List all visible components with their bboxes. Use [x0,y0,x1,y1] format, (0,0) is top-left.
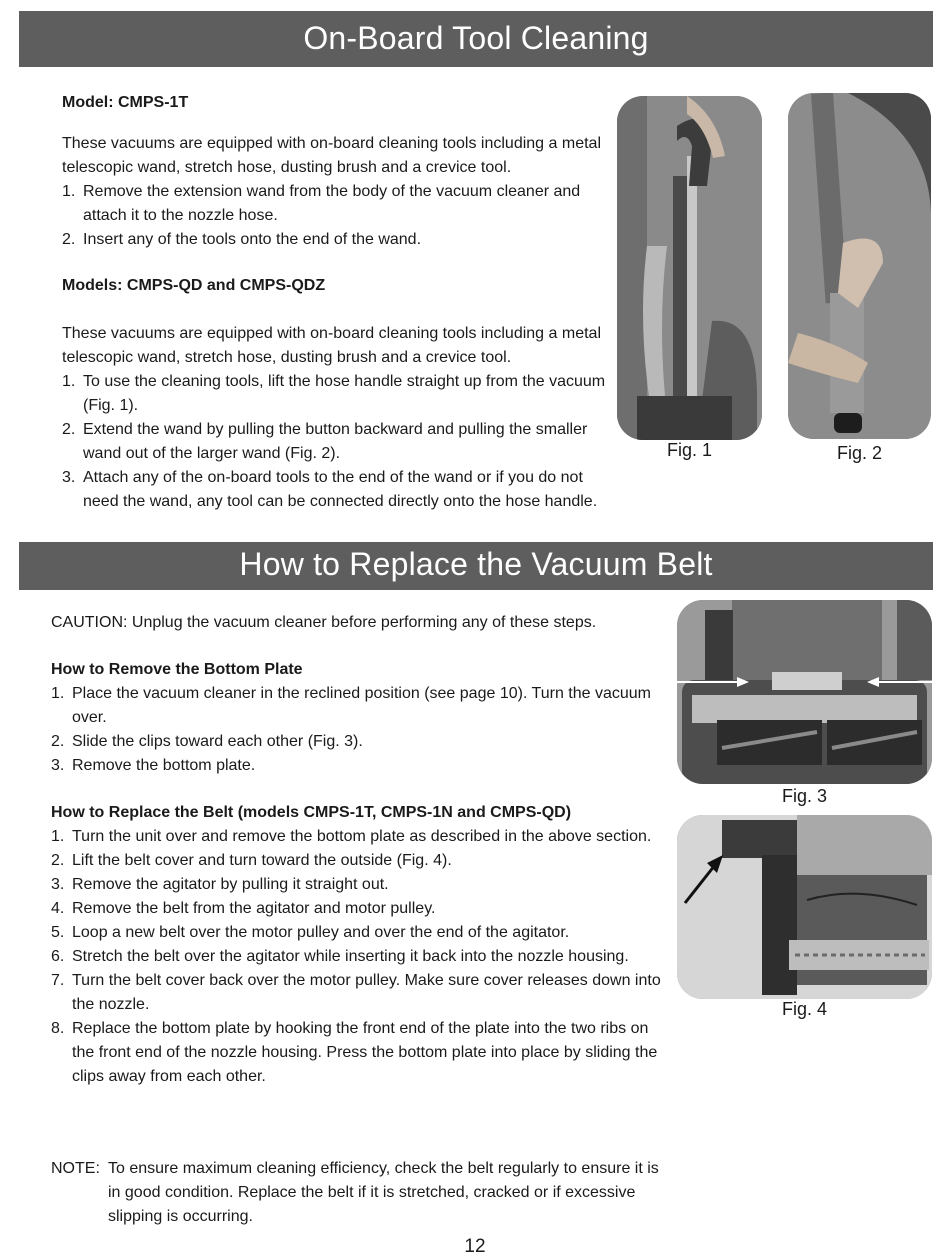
page-number: 12 [464,1236,486,1257]
replace-belt-heading: How to Replace the Belt (models CMPS-1T, CMPS-1N and CMPS-QD) [51,804,572,821]
model1-steps-list [62,180,610,252]
list-item: 3. Attach any of the on-board tools to the end of the wand or if you do not need the wand, any tool can be connected directly onto the hose handle. [62,469,598,510]
fig4-illustration [677,815,932,999]
model1-intro: These vacuums are equipped with on-board cleaning tools including a metal telescopic wand, stretch hose, dusting brush and a crevice tool. [62,135,601,176]
list-item: 1. Place the vacuum cleaner in the reclined position (see page 10). Turn the vacuum over. [51,685,651,726]
list-item: 1. To use the cleaning tools, lift the hose handle straight up from the vacuum (Fig. 1). [62,373,606,414]
note-text: To ensure maximum cleaning efficiency, check the belt regularly to ensure it is in good condition. Replace the belt if it is stretched, cracked or if excessive slipping is occurring. [108,1160,659,1225]
list-item: 3. Remove the agitator by pulling it straight out. [51,876,389,893]
fig2-photo [788,93,931,439]
fig3-illustration [677,600,932,784]
note-label: NOTE: [51,1160,100,1177]
list-item: 1. Turn the unit over and remove the bottom plate as described in the above section. [51,828,652,845]
note-block [51,1157,671,1229]
model-heading-cmps-1t: Model: CMPS-1T [62,94,189,111]
fig4-photo [677,815,932,999]
model2-intro: These vacuums are equipped with on-board cleaning tools including a metal telescopic wand, stretch hose, dusting brush and a crevice tool. [62,325,601,366]
onboard-text-column [62,91,610,514]
fig1-photo [617,96,762,440]
list-item: 8. Replace the bottom plate by hooking the front end of the plate into the two ribs on the front end of the nozzle housing. Press the bottom plate into place by sliding the clips away from each other. [51,1020,658,1085]
list-item: 6. Stretch the belt over the agitator while inserting it back into the nozzle housing. [51,948,629,965]
fig2-caption: Fig. 2 [836,443,883,463]
belt-text-column [51,611,667,1089]
section-header-replace-vacuum-belt: How to Replace the Vacuum Belt [19,542,933,590]
list-item: 7. Turn the belt cover back over the motor pulley. Make sure cover releases down into the nozzle. [51,972,661,1013]
remove-bottom-plate-heading: How to Remove the Bottom Plate [51,661,303,678]
list-item: 4. Remove the belt from the agitator and motor pulley. [51,900,436,917]
model-heading-cmps-qd: Models: CMPS-QD and CMPS-QDZ [62,277,326,294]
list-item: 5. Loop a new belt over the motor pulley and over the end of the agitator. [51,924,570,941]
fig1-illustration [617,96,762,440]
fig3-caption: Fig. 3 [781,786,828,806]
list-item: 2. Lift the belt cover and turn toward the outside (Fig. 4). [51,852,452,869]
remove-plate-steps-list [51,682,667,778]
model2-steps-list [62,370,610,514]
caution-text: CAUTION: Unplug the vacuum cleaner before performing any of these steps. [51,614,597,631]
list-item: 2. Slide the clips toward each other (Fig. 3). [51,733,363,750]
replace-belt-steps-list [51,825,667,1089]
list-item: 1. Remove the extension wand from the body of the vacuum cleaner and attach it to the nozzle hose. [62,183,581,224]
section-header-onboard-tool-cleaning: On-Board Tool Cleaning [19,11,933,67]
list-item: 2. Insert any of the tools onto the end of the wand. [62,231,422,248]
list-item: 3. Remove the bottom plate. [51,757,256,774]
fig3-photo [677,600,932,784]
fig4-caption: Fig. 4 [781,999,828,1019]
fig2-illustration [788,93,931,439]
fig1-caption: Fig. 1 [666,440,713,460]
list-item: 2. Extend the wand by pulling the button backward and pulling the smaller wand out of the larger wand (Fig. 2). [62,421,588,462]
